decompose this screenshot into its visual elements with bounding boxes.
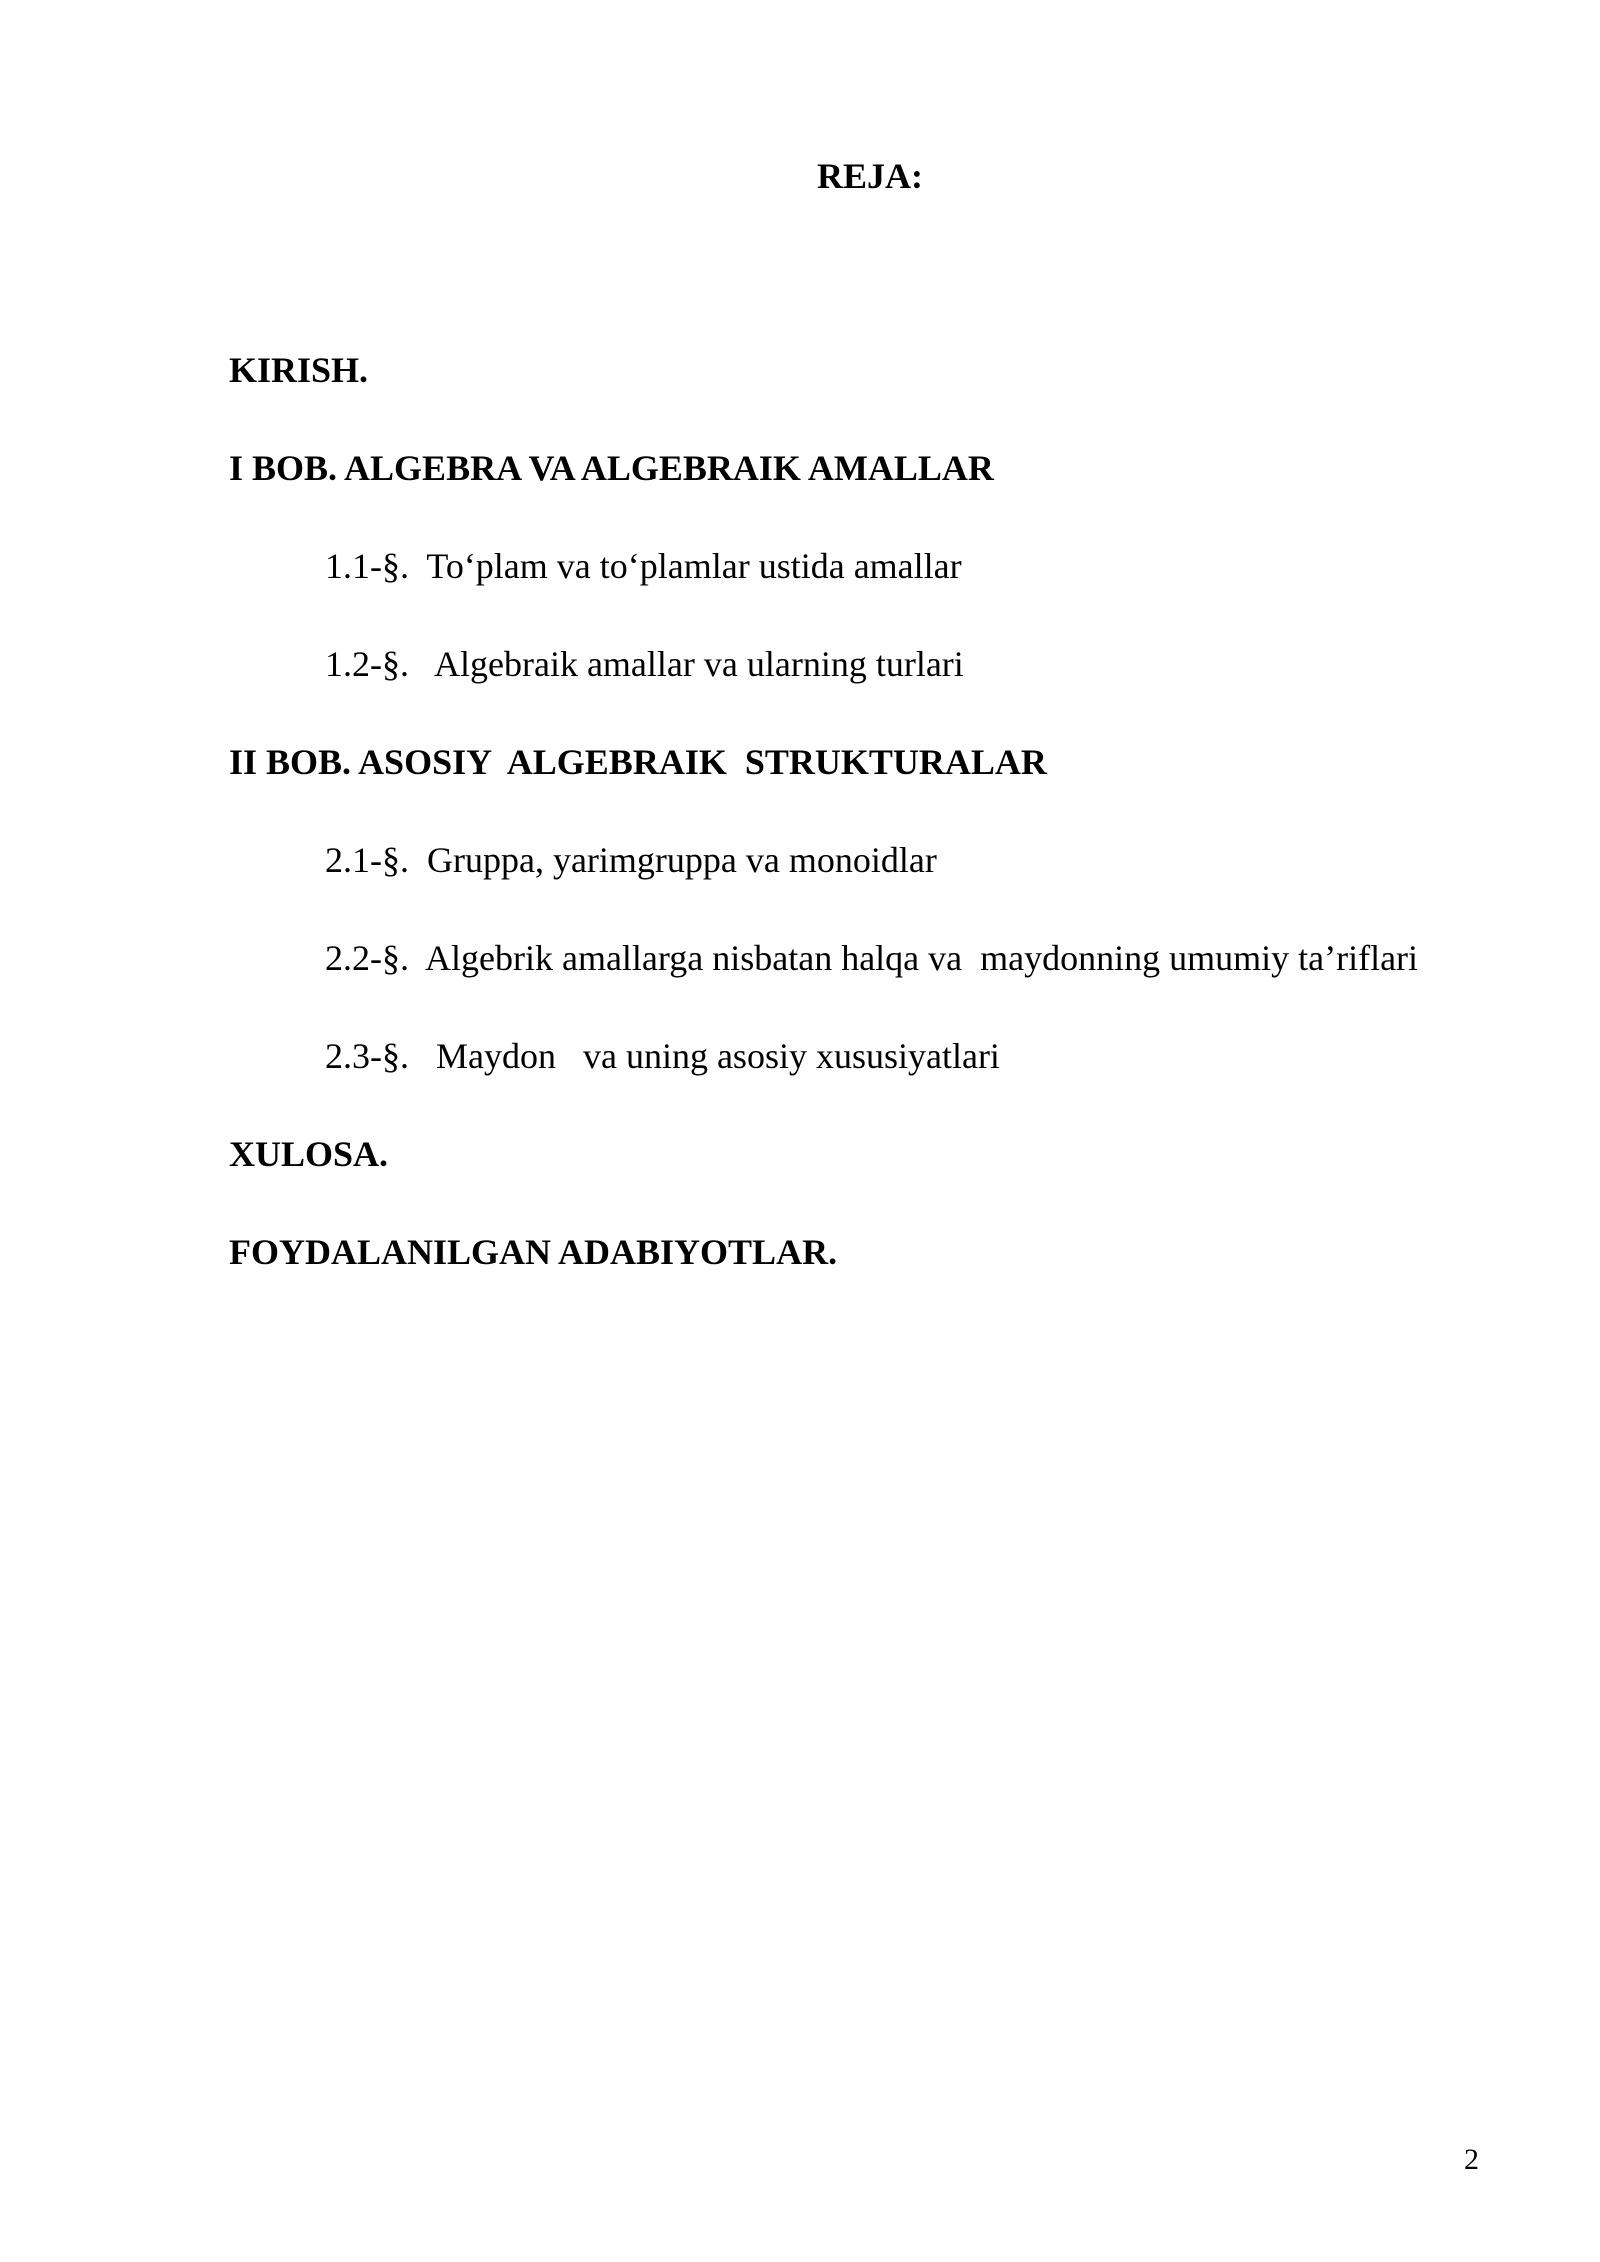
table-of-contents (229, 346, 1529, 1326)
toc-chapter-2: II BOB. ASOSIY ALGEBRAIK STRUKTURALAR (229, 742, 1047, 782)
page-number: 2 (1464, 2143, 1479, 2176)
toc-section-2-3: 2.3-§. Maydon va uning asosiy xususiyatlari (325, 1036, 1000, 1076)
toc-references: FOYDALANILGAN ADABIYOTLAR. (229, 1232, 838, 1272)
page-title: REJA: (817, 156, 923, 196)
toc-section-2-2: 2.2-§. Algebrik amallarga nisbatan halqa va maydonning umumiy ta’riflari (325, 938, 1419, 978)
toc-introduction: KIRISH. (229, 350, 369, 390)
toc-section-1-2: 1.2-§. Algebraik amallar va ularning turlari (325, 644, 964, 684)
toc-section-2-1: 2.1-§. Gruppa, yarimgruppa va monoidlar (325, 840, 937, 880)
toc-section-1-1: 1.1-§. To‘plam va to‘plamlar ustida amallar (325, 546, 962, 586)
toc-conclusion: XULOSA. (229, 1134, 389, 1174)
toc-chapter-1: I BOB. ALGEBRA VA ALGEBRAIK AMALLAR (229, 448, 994, 488)
